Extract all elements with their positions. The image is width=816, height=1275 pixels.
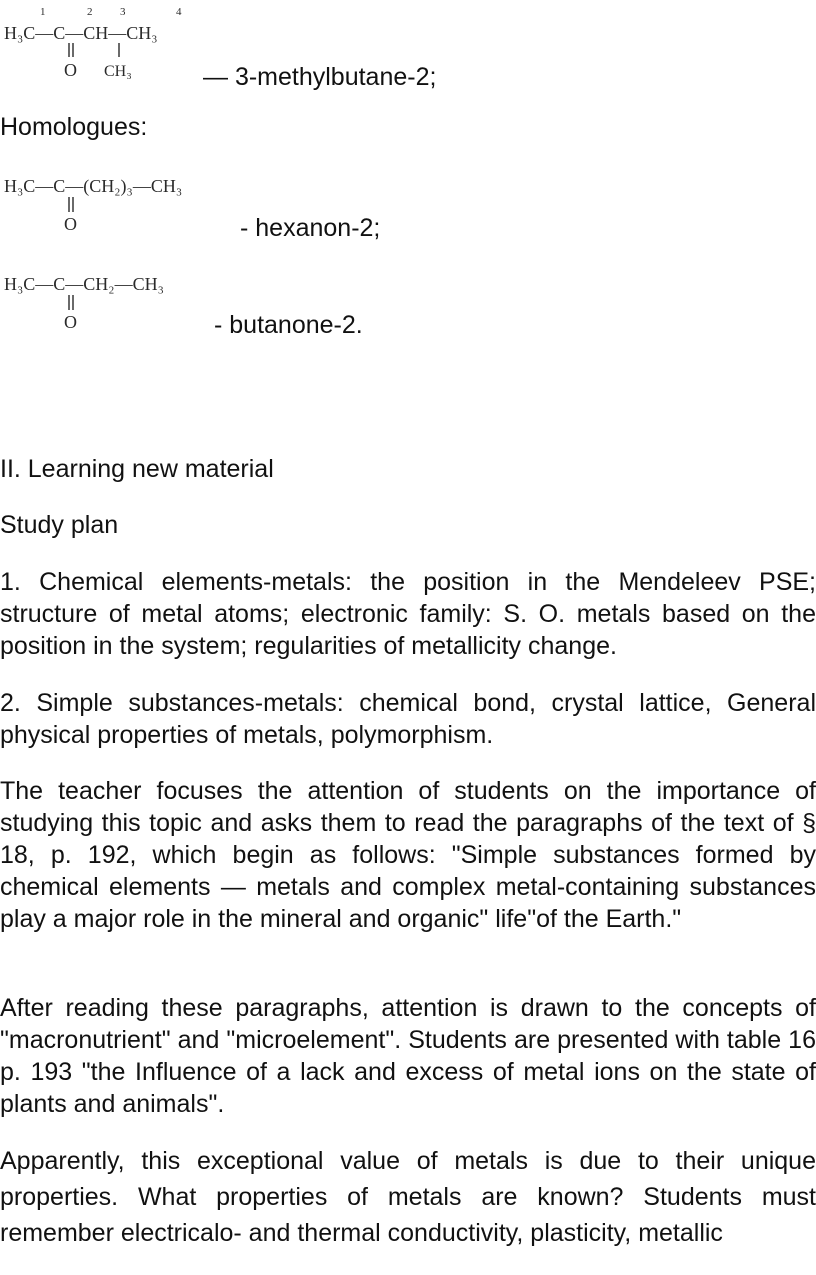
structural-formula-hexanone xyxy=(4,170,244,234)
main-chain: H₃C—C—CH—CH₃ xyxy=(4,23,158,43)
oxygen-atom: O xyxy=(64,214,77,234)
oxygen-atom: O xyxy=(64,312,77,332)
properties-paragraph: Apparently, this exceptional value of metals is due to their unique properties. What properties of metals are known? Students must remember electricalo- and thermal conductivity, plasticity, metallic xyxy=(0,1147,816,1247)
methyl-branch: CH₃ xyxy=(104,63,132,80)
formula-name-2: - hexanon-2; xyxy=(240,214,381,242)
study-plan-heading: Study plan xyxy=(0,511,119,539)
atom-number-3: 3 xyxy=(120,6,126,18)
structural-formula-3-methylbutanone xyxy=(4,2,204,82)
main-chain: H₃C—C—(CH₂)₃—CH₃ xyxy=(4,176,183,196)
teacher-paragraph: The teacher focuses the attention of students on the importance of studying this topic and asks them to read the paragraphs of the text of § 18, p. 192, which begin as follows: "Simple substances formed by chemical elements — metals and complex metal-containing substances play a major role in the mineral and organic" life"of the Earth." xyxy=(0,777,816,933)
plan-item-1: 1. Chemical elements-metals: the position in the Mendeleev PSE; structure of metal atoms; electronic family: S. O. metals based on the position in the system; regularities of metallicity change. xyxy=(0,568,816,660)
plan-item-2: 2. Simple substances-metals: chemical bond, crystal lattice, General physical properties of metals, polymorphism. xyxy=(0,689,816,749)
homologues-heading: Homologues: xyxy=(0,113,148,141)
main-chain: H₃C—C—CH₂—CH₃ xyxy=(4,274,164,294)
formula-drawing xyxy=(4,2,204,82)
structural-formula-butanone xyxy=(4,268,224,332)
formula-drawing xyxy=(4,268,224,332)
formula-name-1: — 3-methylbutane-2; xyxy=(203,63,437,91)
formula-name-3: - butanone-2. xyxy=(214,311,363,339)
oxygen-atom: O xyxy=(64,60,77,80)
section-heading: II. Learning new material xyxy=(0,455,274,483)
atom-number-4: 4 xyxy=(176,6,182,18)
reading-paragraph: After reading these paragraphs, attention is drawn to the concepts of "macronutrient" and "microelement". Students are presented with table 16 p. 193 "the Influence of a lack and excess of metal ions on the state of plants and animals". xyxy=(0,994,816,1118)
atom-number-1: 1 xyxy=(40,6,46,18)
formula-drawing xyxy=(4,170,244,234)
atom-number-2: 2 xyxy=(87,6,93,18)
